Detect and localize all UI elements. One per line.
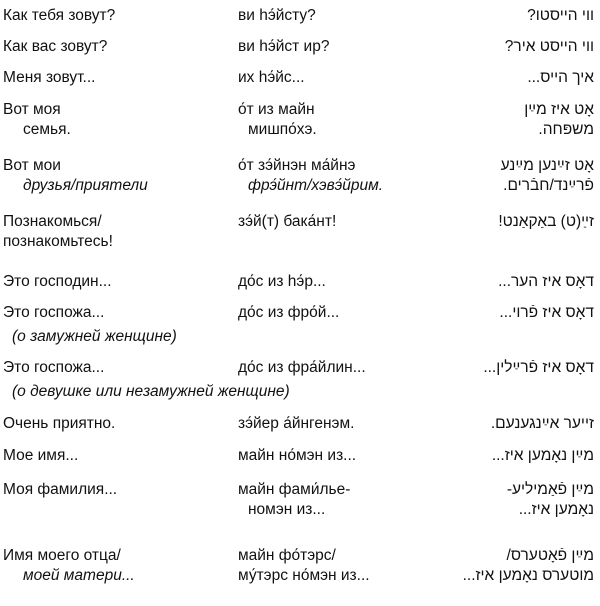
transliteration-text: ви hэ́йсту? — [238, 7, 316, 24]
russian-text: моей матери... — [23, 567, 135, 584]
yiddish-text: ווי הייסט איר? — [504, 38, 594, 55]
transliteration-text: мишпо́хэ. — [248, 121, 317, 138]
transliteration-text: майн но́мэн из... — [238, 447, 357, 464]
transliteration-text: майн фо́тэрс/ — [238, 547, 336, 564]
yiddish-text: דאָס איז פֿרײַלין... — [483, 359, 594, 376]
transliteration-text: до́с из фро́й... — [238, 304, 340, 321]
yiddish-text: דאָס איז פֿרוי... — [499, 304, 594, 321]
russian-text-roman: Имя моего отца/ — [3, 547, 121, 564]
russian-text: Вот мои — [3, 157, 61, 174]
russian-text: Это господин... — [3, 273, 112, 290]
yiddish-text: זייער אײַנגענעם. — [490, 415, 594, 432]
transliteration-text: до́с из hэ́р... — [238, 273, 326, 290]
russian-text: Очень приятно. — [3, 415, 116, 432]
usage-note-unmarried: (о девушке или незамужней женщине) — [12, 383, 290, 400]
yiddish-text: מײַן נאָמען איז... — [491, 447, 594, 464]
yiddish-text: אָט זײַנען מײַנע — [500, 157, 594, 174]
russian-text: познакомьтесь! — [3, 233, 113, 250]
transliteration-text: майн фами́лье- — [238, 481, 351, 498]
transliteration-text: до́с из фра́йлин... — [238, 359, 366, 376]
russian-text: друзья/приятели — [23, 177, 148, 194]
yiddish-text: אָט איז מײַן — [524, 101, 594, 118]
transliteration-text: ви hэ́йст ир? — [238, 38, 330, 55]
yiddish-text: מוטערס נאָמען איז... — [462, 567, 594, 584]
transliteration-text: о́т зэ́йнэн ма́йнэ — [238, 157, 356, 174]
transliteration-text: фрэ́йнт/хэвэ́йрим. — [248, 177, 384, 194]
russian-text — [3, 546, 233, 566]
russian-text: Это госпожа... — [3, 359, 105, 376]
russian-text: Моя фамилия... — [3, 481, 118, 498]
russian-text: Как тебя зовут? — [3, 7, 116, 24]
yiddish-text: משפּחה. — [538, 121, 594, 138]
russian-text: семья. — [23, 121, 71, 138]
transliteration-text: зэ́йер а́йнгенэм. — [238, 415, 355, 432]
russian-text: Познакомься/ — [3, 213, 102, 230]
yiddish-text: דאָס איז הער... — [498, 273, 594, 290]
russian-text: Мое имя... — [3, 447, 79, 464]
transliteration-text: номэн из... — [248, 501, 326, 518]
russian-text: Вот моя — [3, 101, 61, 118]
transliteration-text: зэ́й(т) бака́нт! — [238, 213, 337, 230]
yiddish-text: מײַן פֿאַמיליע- — [506, 481, 594, 498]
russian-text: Это госпожа... — [3, 304, 105, 321]
yiddish-text: מײַן פֿאָטערס/ — [506, 547, 594, 564]
transliteration-text: о́т из майн — [238, 101, 315, 118]
russian-text: Как вас зовут? — [3, 38, 108, 55]
russian-text: Меня зовут... — [3, 69, 96, 86]
yiddish-text: איך הייס... — [527, 69, 594, 86]
yiddish-text: פֿרײַנד/חבֿרים. — [503, 177, 594, 194]
transliteration-text: му́тэрс но́мэн из... — [238, 567, 370, 584]
yiddish-text: ווי הייסטו? — [527, 7, 594, 24]
yiddish-text: נאָמען איז... — [518, 501, 594, 518]
usage-note-married: (о замужней женщине) — [12, 328, 177, 345]
yiddish-text: זײַ(ט) באַקאַנט! — [498, 213, 594, 230]
transliteration-text: их hэ́йс... — [238, 69, 305, 86]
